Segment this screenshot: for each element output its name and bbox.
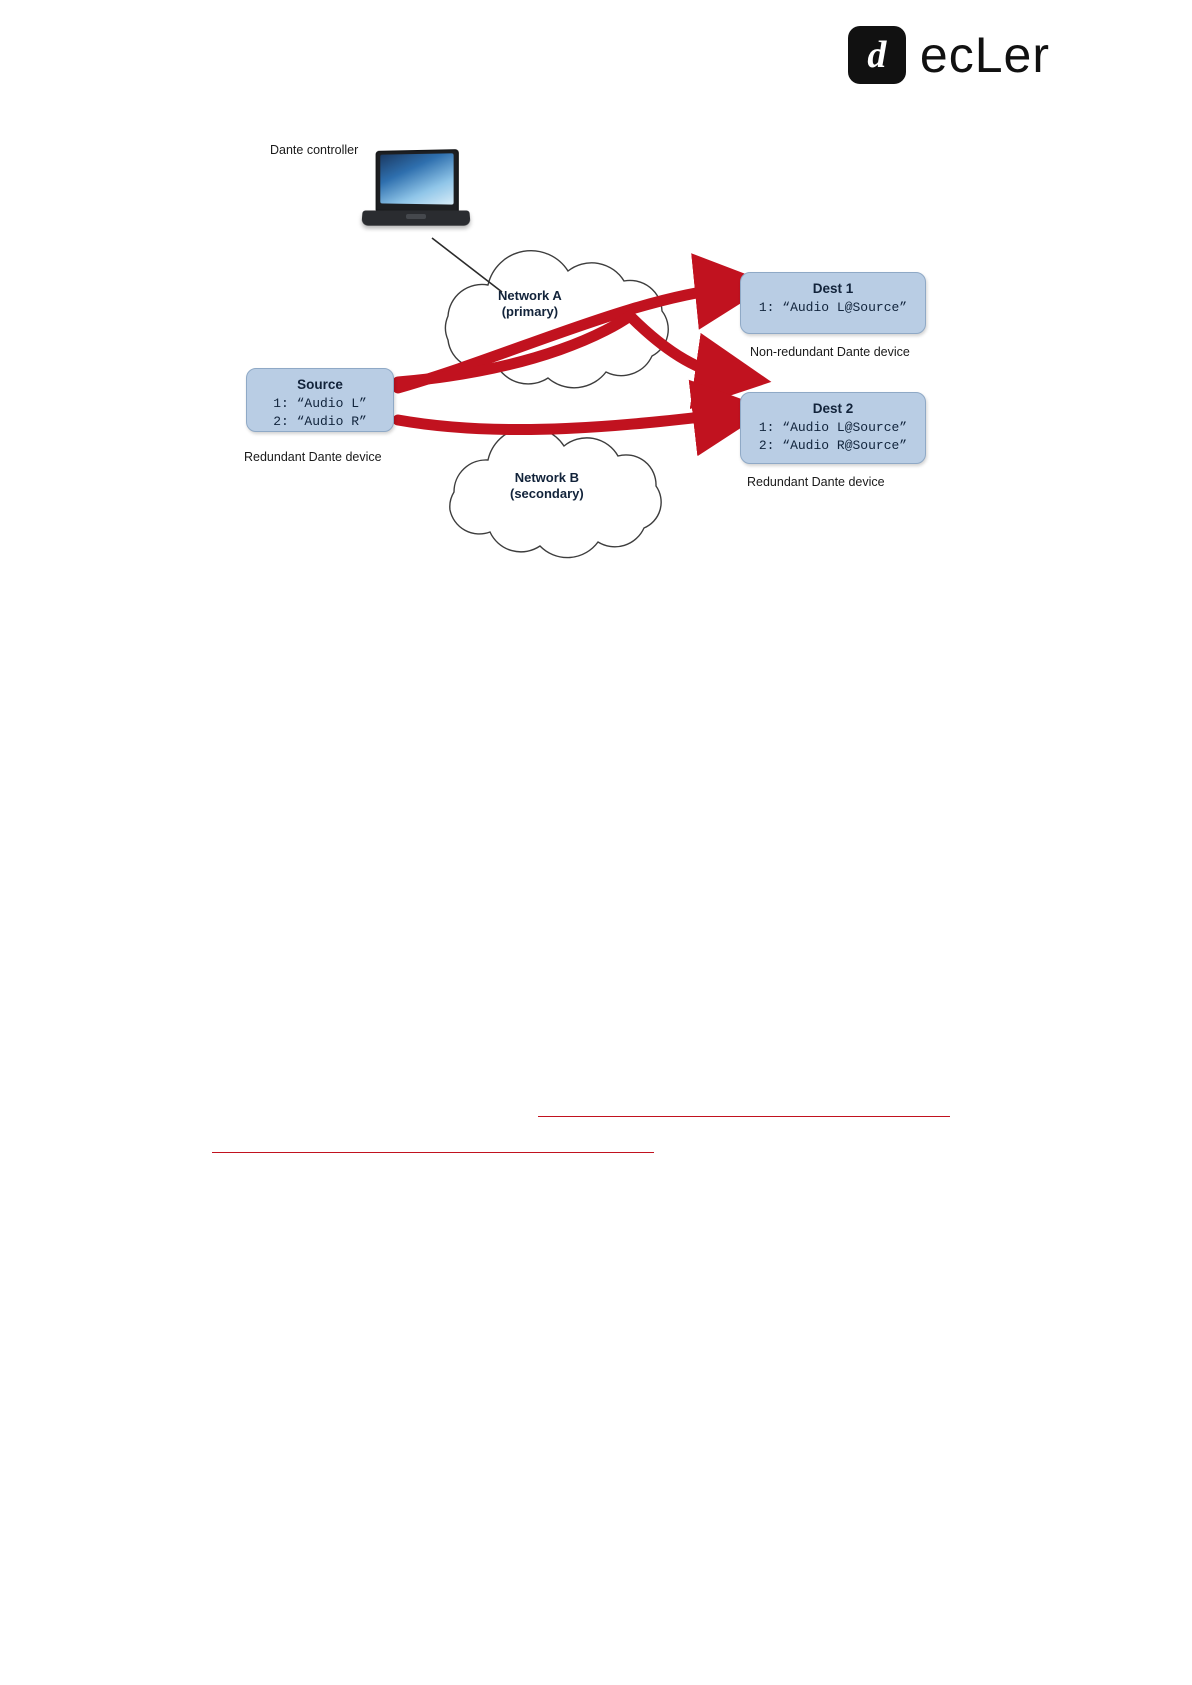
device-dest2-title: Dest 2 [812, 401, 854, 416]
device-source-caption: Redundant Dante device [244, 450, 382, 464]
device-source [246, 368, 394, 432]
ecler-logo [848, 26, 1050, 84]
device-dest2-channel-2: 2: “Audio R@Source” [758, 437, 908, 453]
device-dest2-caption: Redundant Dante device [747, 475, 885, 489]
controller-link-line [432, 238, 502, 292]
network-a-label [498, 288, 562, 321]
laptop-icon [362, 150, 470, 238]
network-b-qualifier: (secondary) [510, 486, 584, 502]
laptop-lid [376, 149, 459, 213]
network-a-qualifier: (primary) [501, 304, 559, 320]
ecler-logo-mark [848, 26, 906, 84]
laptop-trackpad [406, 214, 426, 219]
dante-controller-label: Dante controller [270, 143, 359, 157]
device-source-channel-2: 2: “Audio R” [273, 413, 367, 429]
network-b-name: Network B [514, 470, 579, 485]
device-dest1-caption: Non-redundant Dante device [750, 345, 910, 359]
ecler-wordmark: ecLer [919, 27, 1050, 83]
hyperlink-underline-primary[interactable] [538, 1116, 950, 1117]
device-dest2 [740, 392, 926, 464]
flow-source-to-dest2-secondary [398, 414, 728, 430]
dante-redundancy-diagram [210, 120, 990, 540]
device-source-channel-1: 1: “Audio L” [273, 396, 367, 411]
hyperlink-underline-secondary[interactable] [212, 1152, 654, 1153]
ecler-logo-glyph: d [867, 34, 887, 76]
network-b-label [510, 470, 584, 503]
laptop-screen [380, 153, 453, 204]
device-dest1-channel-1: 1: “Audio L@Source” [758, 300, 908, 315]
network-a-name: Network A [498, 288, 562, 303]
device-source-title: Source [297, 377, 343, 392]
device-dest1 [740, 272, 926, 334]
device-dest2-channel-1: 1: “Audio L@Source” [758, 420, 908, 435]
device-dest1-title: Dest 1 [812, 281, 854, 296]
